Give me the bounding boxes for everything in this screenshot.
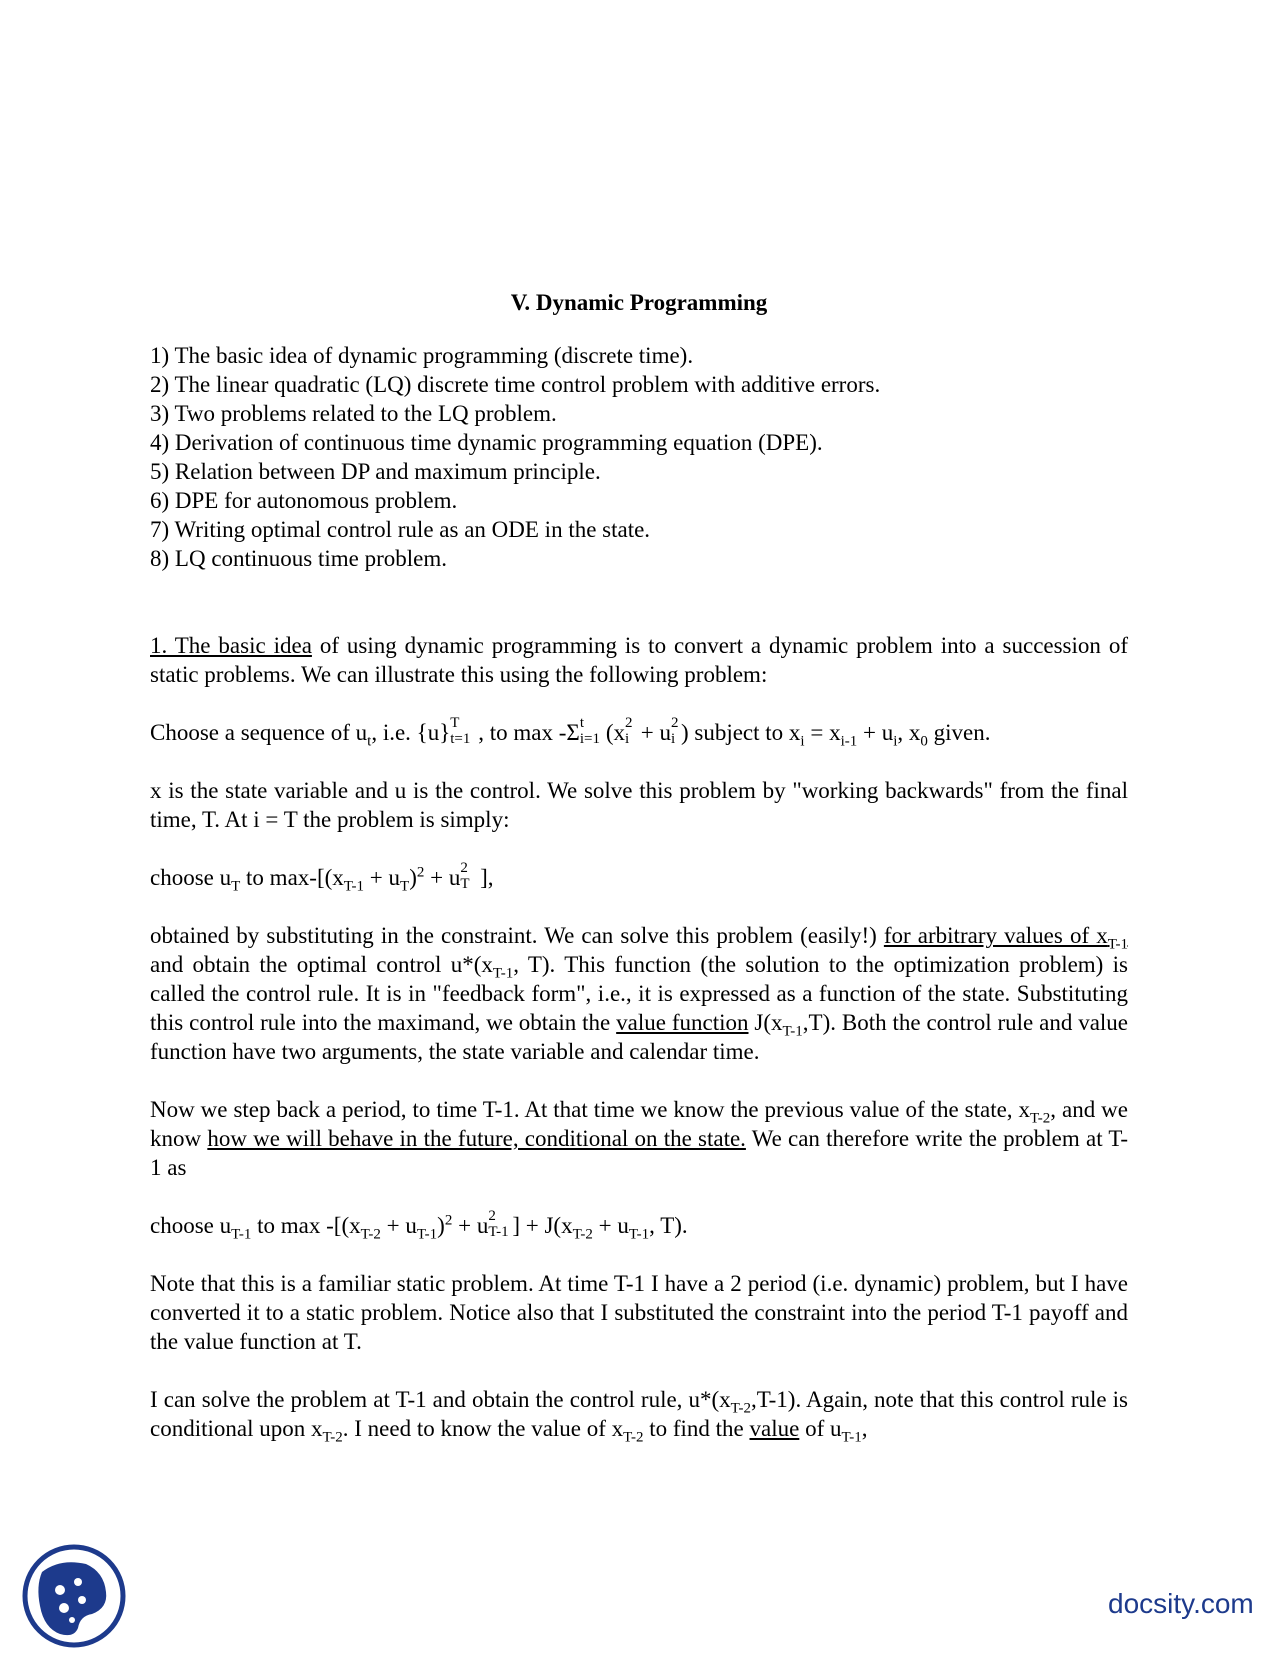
equation-period-t-minus-1: choose $u_{T-1}$ to $\max -[(x_{T-2} + u_{T-1})^2 + u$ 2 T-1 ] + $J(x_{T-2} + u_{T-1}$, T). <box>150 1208 688 1243</box>
topic-list <box>150 341 1128 573</box>
topic-item: 7) Writing optimal control rule as an ODE in the state. <box>150 517 651 542</box>
section-heading: 1. The basic idea <box>150 633 312 658</box>
topic-item: 5) Relation between DP and maximum principle. <box>150 459 601 484</box>
docsity-logo[interactable] <box>20 1542 128 1650</box>
paragraph-state-variable: x is the state variable and u is the control. We solve this problem by "working backwards" from the final time, T. At i = T the problem is simply: <box>150 778 1128 832</box>
paragraph-static-problem: Note that this is a familiar static problem. At time T-1 I have a 2 period (i.e. dynamic) problem, but I have converted it to a static problem. Notice also that I substituted the constraint into the period T-1 payoff and the value function at T. <box>150 1271 1128 1354</box>
brand-watermark[interactable]: docsity.com <box>1108 1588 1254 1619</box>
topic-item: 6) DPE for autonomous problem. <box>150 488 458 513</box>
topic-item: 4) Derivation of continuous time dynamic programming equation (DPE). <box>150 430 823 455</box>
document-body <box>150 288 1129 1446</box>
paragraph-basic-idea: 1. The basic idea of using dynamic programming is to convert a dynamic problem into a succession of static problems. We can illustrate this using the following problem: <box>150 633 1128 687</box>
topic-item: 2) The linear quadratic (LQ) discrete time control problem with additive errors. <box>150 372 881 397</box>
topic-item: 1) The basic idea of dynamic programming (discrete time). <box>150 343 694 368</box>
paragraph-step-back: Now we step back a period, to time T-1. At that time we know the previous value of the state, $x_{T-2}$, and we know how we will behave in the future, conditional on the state. We can therefore write the problem at T-1 as <box>150 1097 1129 1180</box>
topic-item: 8) LQ continuous time problem. <box>150 546 448 571</box>
paragraph-control-rule: obtained by substituting in the constraint. We can solve this problem (easily!) for arbitrary values of $x_{T-1}$ and obtain the optimal control $u*(x_{T-1}$, T). This function (the solution to the optimization problem) is called the control rule. It is in "feedback form", i.e., it is expressed as a function of the state. Substituting this control rule into the maximand, we obtain the value function $J(x_{T-1},T)$. Both the control rule and value function have two arguments, the state variable and calendar time. <box>150 923 1128 1064</box>
paragraph-solve-t-minus-1: I can solve the problem at T-1 and obtain the control rule, $u*(x_{T-2},T-1)$. Again, note that this control rule is conditional upon $x_{T-2}$. I need to know the value of $x_{T-2}$ to find the value of $u_{T-1}$, <box>150 1387 1128 1446</box>
page-title: V. Dynamic Programming <box>510 290 768 315</box>
problem-statement: Choose a sequence of $u_t$, i.e. {u} T t=1 , to max -Σ t i=1 (x 2 i + u 2 i ) subject to $x_i = x_{i-1} + u_i$, $x_0$ given. <box>150 715 991 750</box>
topic-item: 3) Two problems related to the LQ problem. <box>150 401 557 426</box>
equation-final-period: choose $u_T$ to $\max-[(x_{T-1} + u_T)^2 + u$ 2 T ], <box>150 860 494 895</box>
